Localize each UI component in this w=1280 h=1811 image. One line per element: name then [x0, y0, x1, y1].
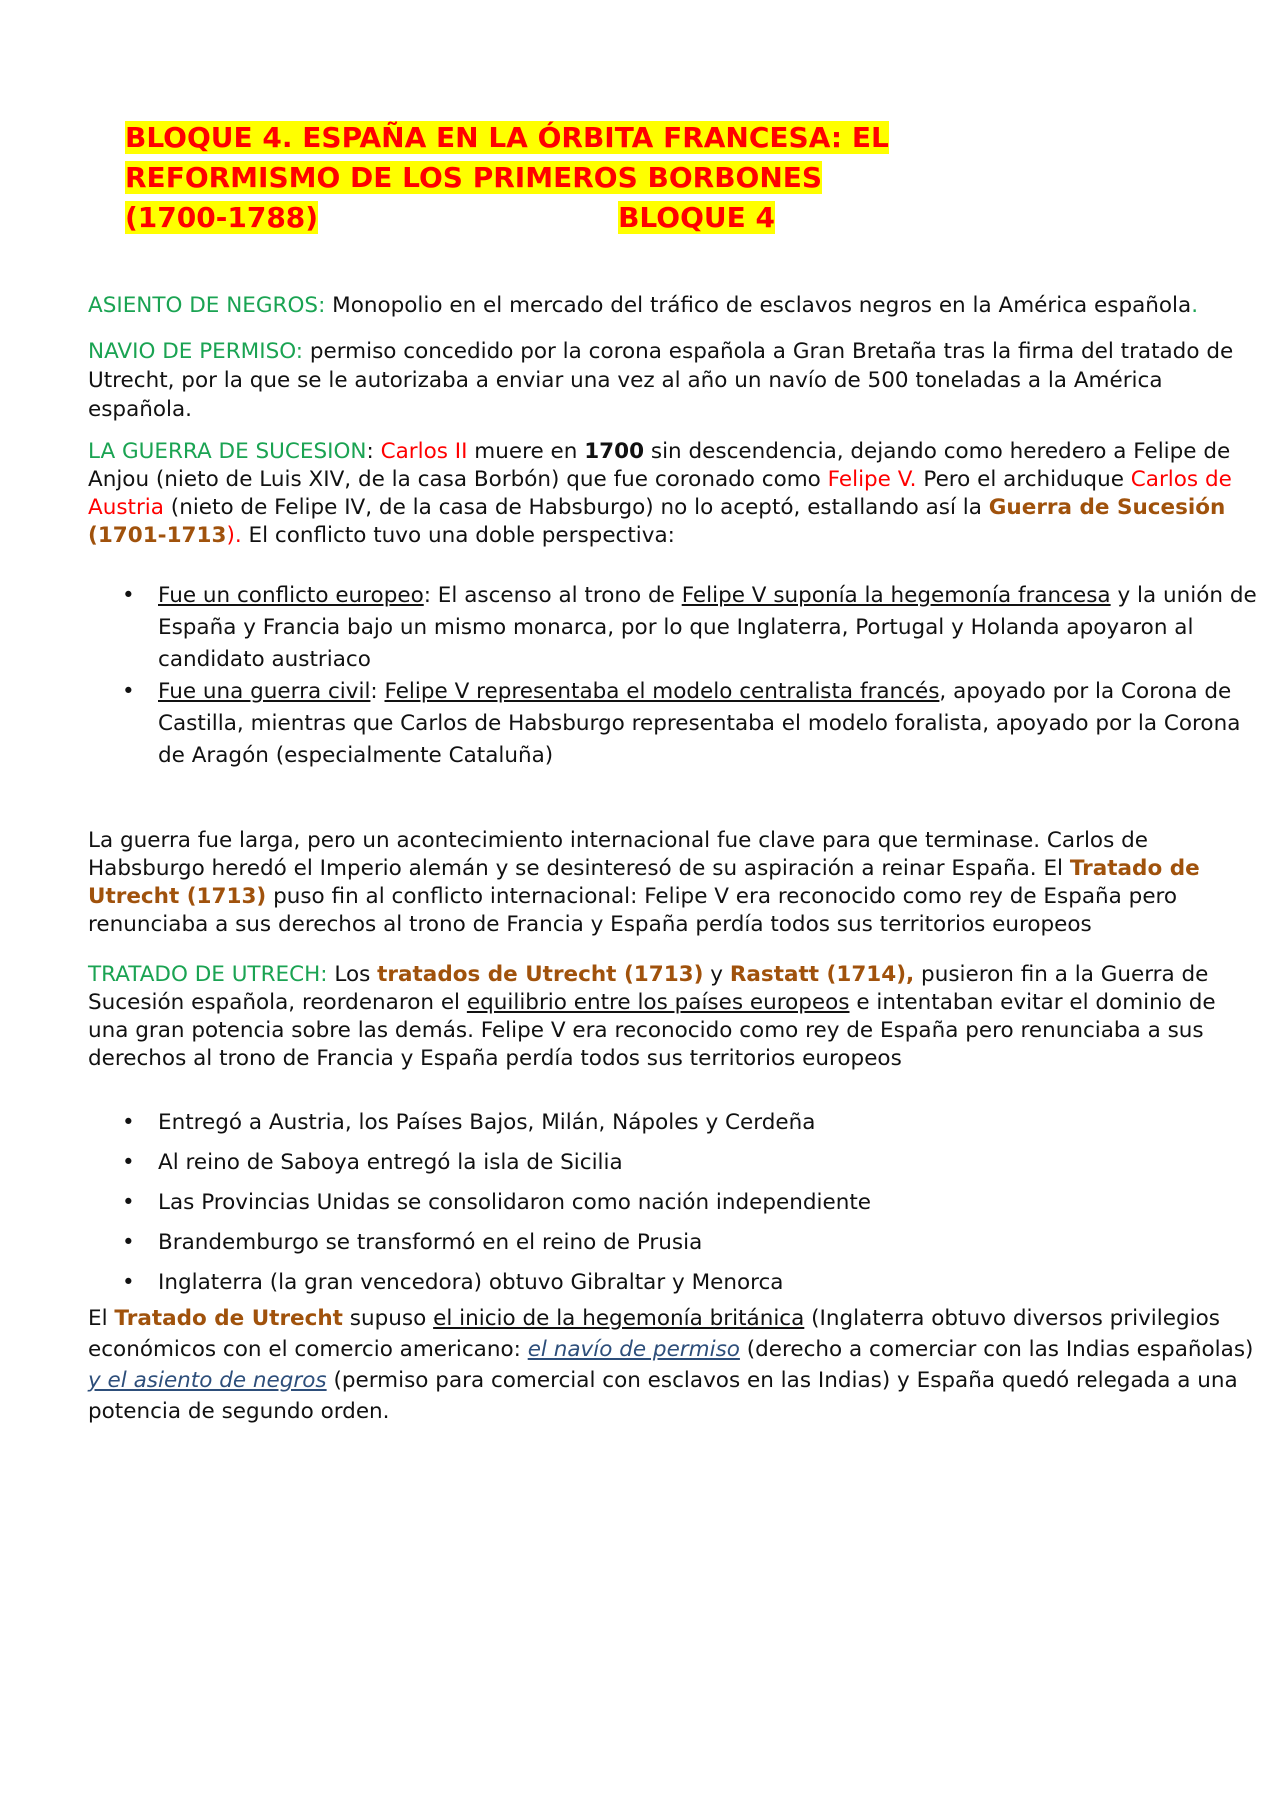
page-title	[125, 118, 985, 238]
treaty-terms-list	[88, 1103, 1258, 1303]
term-asiento: ASIENTO DE NEGROS:	[88, 293, 326, 318]
title-years: (1700-1788)	[125, 201, 319, 234]
list-item: • Inglaterra (la gran vencedora) obtuvo Gibraltar y Menorca	[158, 1263, 1258, 1303]
link-navio-permiso[interactable]: el navío de permiso	[527, 1337, 740, 1362]
paragraph-guerra-sucesion: LA GUERRA DE SUCESION: Carlos II muere en 1700 sin descendencia, dejando como heredero a Felipe de Anjou (nieto de Luis XIV, de la casa Borbón) que fue coronado como Felipe V. Pero el archiduque Carlos de Austria (nieto de Felipe IV, de la casa de Habsburgo) no lo aceptó, estallando así la Guerra de Sucesión (1701-1713). El conflicto tuvo una doble perspectiva:	[88, 439, 1232, 548]
list-item: • Fue un conflicto europeo: El ascenso al trono de Felipe V suponía la hegemonía francesa y la unión de España y Francia bajo un mismo monarca, por lo que Inglaterra, Portugal y Holanda apoyaron al candidato austriaco	[158, 580, 1258, 676]
list-item: • Entregó a Austria, los Países Bajos, Milán, Nápoles y Cerdeña	[158, 1103, 1258, 1143]
list-item: • Las Provincias Unidas se consolidaron como nación independiente	[158, 1183, 1258, 1223]
title-line-1: BLOQUE 4. ESPAÑA EN LA ÓRBITA FRANCESA: EL	[125, 121, 889, 154]
paragraph-hegemonia: El Tratado de Utrecht supuso el inicio de la hegemonía británica (Inglaterra obtuvo diversos privilegios económicos con el comercio americano: el navío de permiso (derecho a comerciar con las Indias españolas) y el asiento de negros (permiso para comercial con esclavos en las Indias) y España quedó relegada a una potencia de segundo orden.	[88, 1306, 1254, 1424]
paragraph-guerra-larga: La guerra fue larga, pero un acontecimiento internacional fue clave para que terminase. Carlos de Habsburgo heredó el Imperio alemán y se desinteresó de su aspiración a reinar España. El Tratado de Utrecht (1713) puso fin al conflicto internacional: Felipe V era reconocido como rey de España pero renunciaba a sus derechos al trono de Francia y España perdía todos sus territorios europeos	[88, 828, 1200, 937]
link-asiento-negros[interactable]: y el asiento de negros	[88, 1368, 327, 1393]
conflict-list	[88, 580, 1258, 772]
list-item: • Al reino de Saboya entregó la isla de Sicilia	[158, 1143, 1258, 1183]
paragraph-tratado-utrecht: TRATADO DE UTRECH: Los tratados de Utrecht (1713) y Rastatt (1714), pusieron fin a la Guerra de Sucesión española, reordenaron el equilibrio entre los países europeos e intentaban evitar el dominio de una gran potencia sobre las demás. Felipe V era reconocido como rey de España pero renunciaba a sus derechos al trono de Francia y España perdía todos sus territorios europeos	[88, 962, 1216, 1071]
term-tratado: TRATADO DE UTRECH:	[88, 962, 328, 987]
paragraph-navio: NAVIO DE PERMISO: permiso concedido por la corona española a Gran Bretaña tras la firma del tratado de Utrecht, por la que se le autorizaba a enviar una vez al año un navío de 500 toneladas a la América española.	[88, 339, 1234, 422]
title-line-2: REFORMISMO DE LOS PRIMEROS BORBONES	[125, 161, 823, 194]
title-bloque: BLOQUE 4	[618, 201, 775, 234]
term-guerra: LA GUERRA DE SUCESION	[88, 439, 367, 464]
term-navio: NAVIO DE PERMISO:	[88, 339, 304, 364]
document-body	[88, 289, 1258, 1427]
title-line-3	[125, 198, 985, 238]
list-item: • Brandemburgo se transformó en el reino de Prusia	[158, 1223, 1258, 1263]
list-item: • Fue una guerra civil: Felipe V representaba el modelo centralista francés, apoyado por la Corona de Castilla, mientras que Carlos de Habsburgo representaba el modelo foralista, apoyado por la Corona de Aragón (especialmente Cataluña)	[158, 676, 1258, 772]
paragraph-asiento: ASIENTO DE NEGROS: Monopolio en el mercado del tráfico de esclavos negros en la América española.	[88, 293, 1199, 318]
